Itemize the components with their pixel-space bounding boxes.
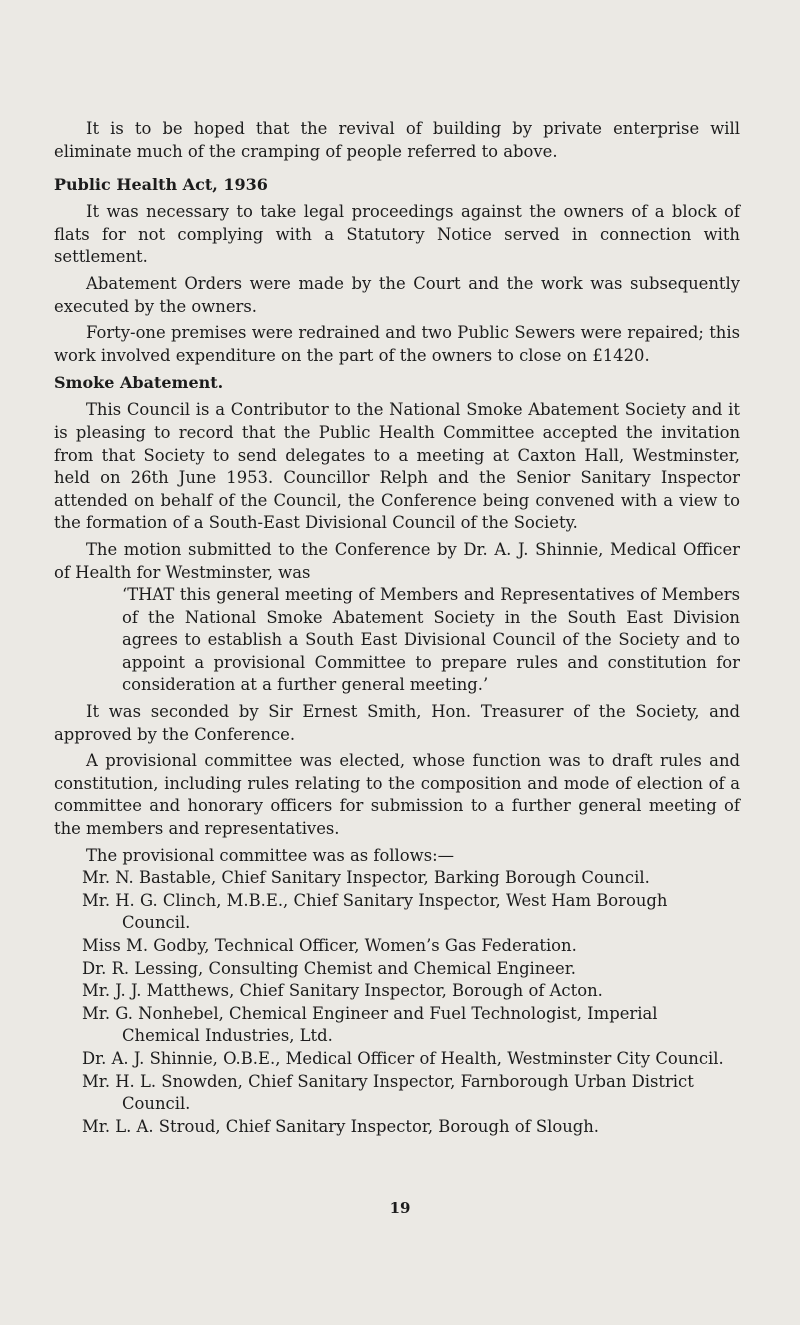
committee-member: Mr. J. J. Matthews, Chief Sanitary Inspector, Borough of Acton. (82, 981, 603, 1001)
committee-member: Mr. N. Bastable, Chief Sanitary Inspector, Barking Borough Council. (82, 868, 650, 888)
committee-member: Miss M. Godby, Technical Officer, Women’s Gas Federation. (82, 936, 577, 955)
committee-list (54, 867, 740, 1138)
committee-member: Mr. L. A. Stroud, Chief Sanitary Inspector, Borough of Slough. (82, 1116, 600, 1136)
committee-member: Mr. H. G. Clinch, M.B.E., Chief Sanitary Inspector, West Ham Borough Council. (82, 890, 668, 933)
intro-paragraph: It is to be hoped that the revival of building by private enterprise will eliminate much of the cramping of people referred to above. (54, 119, 740, 161)
smoke-paragraph-4: A provisional committee was elected, whose function was to draft rules and constitution, including rules relating to the composition and mode of election of a committee and honorary officers for submission to a further general meeting of the members and representatives. (54, 751, 740, 839)
committee-intro: The provisional committee was as follows:— (86, 845, 455, 865)
motion-quote: ‘THAT this general meeting of Members and Representatives of Members of the National Smoke Abatement Society in the South East Division agrees to establish a South East Divisional Council of the Society and to appoint a provisional Committee to prepare rules and constitution for consideration at a further general meeting.’ (122, 585, 740, 695)
committee-member: Dr. A. J. Shinnie, O.B.E., Medical Officer of Health, Westminster City Council. (82, 1048, 724, 1068)
smoke-paragraph-2: The motion submitted to the Conference by Dr. A. J. Shinnie, Medical Officer of Health for Westminster, was (54, 539, 740, 582)
page-number: 19 (389, 1199, 411, 1217)
pha-paragraph-3: Forty-one premises were redrained and two Public Sewers were repaired; this work involved expenditure on the part of the owners to close on £1420. (54, 323, 740, 365)
committee-member: Mr. G. Nonhebel, Chemical Engineer and Fuel Technologist, Imperial Chemical Industries, Ltd. (82, 1003, 658, 1046)
smoke-paragraph-3: It was seconded by Sir Ernest Smith, Hon. Treasurer of the Society, and approved by the Conference. (54, 702, 740, 744)
pha-paragraph-1: It was necessary to take legal proceedings against the owners of a block of flats for not complying with a Statutory Notice served in connection with settlement. (54, 202, 740, 267)
heading-public-health-act: Public Health Act, 1936 (54, 175, 268, 195)
smoke-paragraph-1: This Council is a Contributor to the National Smoke Abatement Society and it is pleasing to record that the Public Health Committee accepted the invitation from that Society to send delegates to a meeting at Caxton Hall, Westminster, held on 26th June 1953. Councillor Relph and the Senior Sanitary Inspector attended on behalf of the Council, the Conference being convened with a view to the formation of a South-East Divisional Council of the Society. (54, 400, 740, 533)
pha-paragraph-2: Abatement Orders were made by the Court and the work was subsequently executed by the owners. (54, 273, 740, 316)
committee-member: Dr. R. Lessing, Consulting Chemist and Chemical Engineer. (82, 958, 576, 978)
heading-smoke-abatement: Smoke Abatement. (54, 373, 224, 393)
committee-member: Mr. H. L. Snowden, Chief Sanitary Inspector, Farnborough Urban District Council. (82, 1071, 694, 1114)
